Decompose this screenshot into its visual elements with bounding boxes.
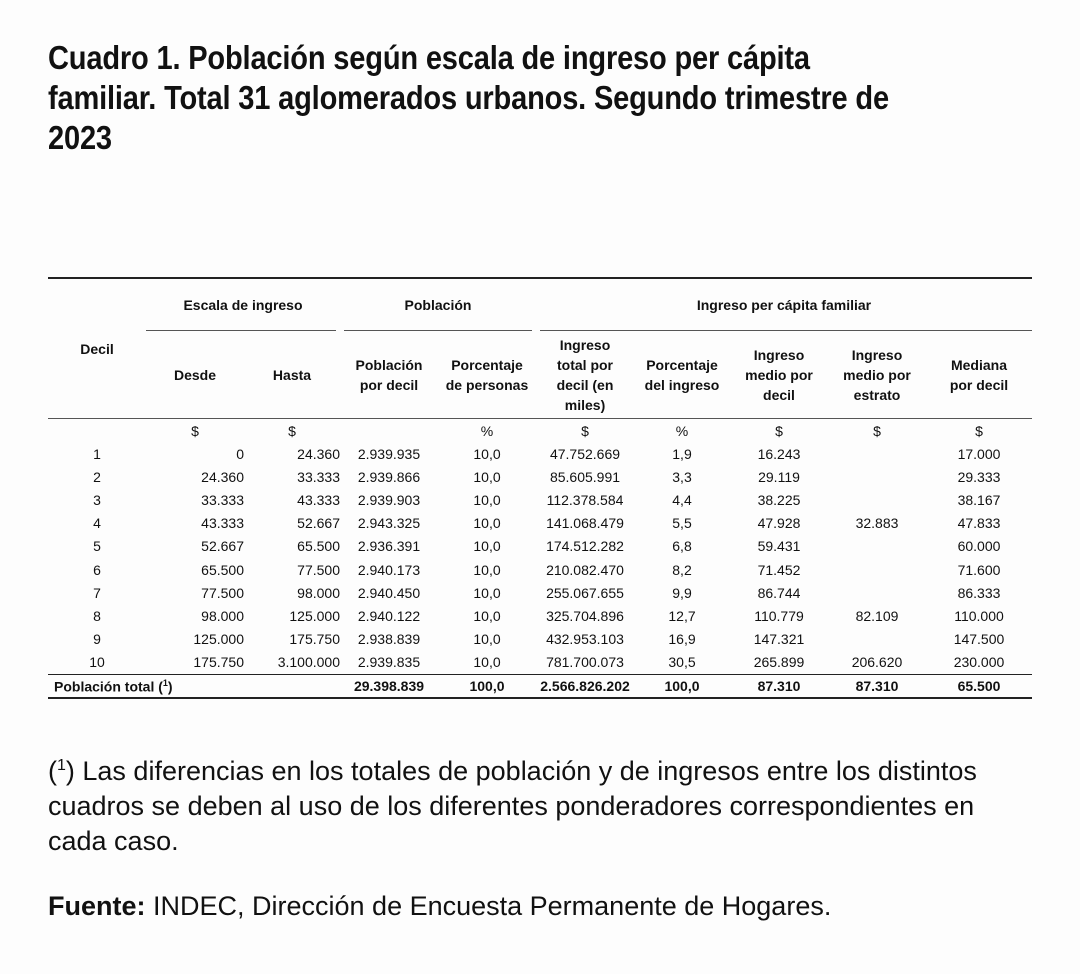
cell-mediana: 230.000 bbox=[953, 654, 1005, 671]
cell-ingreso-medio-decil: 47.928 bbox=[757, 515, 801, 532]
cell-hasta: 24.360 bbox=[297, 445, 340, 462]
cell-mediana: 147.500 bbox=[953, 631, 1005, 648]
table-row bbox=[48, 581, 1032, 604]
cell-poblacion-decil: 2.936.391 bbox=[357, 538, 421, 555]
source-text: INDEC, Dirección de Encuesta Permanente de Hogares. bbox=[145, 891, 832, 921]
cell-ingreso-medio-decil: 86.744 bbox=[757, 584, 801, 601]
cell-hasta: 3.100.000 bbox=[277, 654, 340, 671]
header-ingreso-medio-decil: Ingreso medio por decil bbox=[730, 331, 828, 419]
cell-ingreso-total: 325.704.896 bbox=[546, 607, 624, 624]
cell-ingreso-medio-decil: 38.225 bbox=[757, 491, 801, 508]
cell-desde: 52.667 bbox=[201, 538, 244, 555]
total-footnote-mark: 1 bbox=[162, 677, 168, 688]
cell-desde: 24.360 bbox=[201, 468, 244, 485]
cell-ingreso-total: 174.512.282 bbox=[546, 538, 624, 555]
cell-ingreso-medio-estrato: 206.620 bbox=[851, 654, 903, 671]
total-ingreso: 2.566.826.202 bbox=[536, 674, 634, 698]
cell-mediana: 38.167 bbox=[957, 491, 1001, 508]
unit-cell: $ bbox=[873, 422, 881, 439]
cell-ingreso-medio-decil: 59.431 bbox=[757, 538, 801, 555]
cell-ingreso-medio-estrato bbox=[828, 488, 926, 511]
unit-cell: $ bbox=[975, 422, 983, 439]
cell-decil: 8 bbox=[93, 607, 101, 624]
income-table bbox=[48, 277, 1032, 699]
cell-ingreso-total: 141.068.479 bbox=[546, 515, 624, 532]
cell-mediana: 86.333 bbox=[957, 584, 1001, 601]
cell-ingreso-medio-estrato: 82.109 bbox=[855, 607, 899, 624]
header-ingreso-medio-estrato: Ingreso medio por estrato bbox=[828, 331, 926, 419]
cell-decil: 3 bbox=[93, 491, 101, 508]
header-porcentaje-ingreso: Porcentaje del ingreso bbox=[634, 331, 730, 419]
cell-ingreso-medio-estrato bbox=[828, 558, 926, 581]
cell-porcentaje-personas: 10,0 bbox=[473, 468, 501, 485]
cell-porcentaje-ingreso: 6,8 bbox=[672, 538, 692, 555]
cell-ingreso-medio-estrato bbox=[828, 581, 926, 604]
total-porcentaje-ingreso: 100,0 bbox=[634, 674, 730, 698]
cell-desde: 0 bbox=[236, 445, 244, 462]
cell-decil: 10 bbox=[89, 654, 105, 671]
cell-porcentaje-ingreso: 9,9 bbox=[672, 584, 692, 601]
unit-row bbox=[48, 419, 1032, 443]
cell-porcentaje-personas: 10,0 bbox=[473, 631, 501, 648]
table-row bbox=[48, 535, 1032, 558]
cell-mediana: 71.600 bbox=[957, 561, 1001, 578]
cell-porcentaje-personas: 10,0 bbox=[473, 491, 501, 508]
cell-hasta: 98.000 bbox=[297, 584, 340, 601]
table-row bbox=[48, 488, 1032, 511]
header-poblacion-decil: Población por decil bbox=[340, 331, 438, 419]
footnote-mark: 1 bbox=[57, 757, 66, 774]
cell-poblacion-decil: 2.940.173 bbox=[357, 561, 421, 578]
cell-porcentaje-personas: 10,0 bbox=[473, 584, 501, 601]
cell-desde: 77.500 bbox=[201, 584, 244, 601]
cell-poblacion-decil: 2.940.450 bbox=[357, 584, 421, 601]
cell-poblacion-decil: 2.938.839 bbox=[357, 631, 421, 648]
cell-desde: 33.333 bbox=[201, 491, 244, 508]
source-line bbox=[48, 889, 831, 924]
table-row bbox=[48, 465, 1032, 488]
cell-desde: 175.750 bbox=[193, 654, 244, 671]
header-group-poblacion: Población bbox=[340, 278, 536, 331]
cell-porcentaje-ingreso: 30,5 bbox=[668, 654, 696, 671]
header-mediana: Mediana por decil bbox=[926, 331, 1032, 419]
unit-cell-decil bbox=[48, 419, 146, 443]
total-poblacion: 29.398.839 bbox=[340, 674, 438, 698]
table-row bbox=[48, 604, 1032, 627]
cell-porcentaje-personas: 10,0 bbox=[473, 515, 501, 532]
header-decil: Decil bbox=[48, 278, 146, 419]
cell-mediana: 29.333 bbox=[957, 468, 1001, 485]
table-row bbox=[48, 558, 1032, 581]
cell-porcentaje-ingreso: 12,7 bbox=[668, 607, 696, 624]
cell-hasta: 33.333 bbox=[297, 468, 340, 485]
header-porcentaje-personas: Porcentaje de personas bbox=[438, 331, 536, 419]
cell-porcentaje-personas: 10,0 bbox=[473, 654, 501, 671]
total-row bbox=[48, 674, 1032, 698]
cell-porcentaje-ingreso: 4,4 bbox=[672, 491, 692, 508]
table-header bbox=[48, 278, 1032, 419]
cell-decil: 2 bbox=[93, 468, 101, 485]
cell-ingreso-medio-decil: 29.119 bbox=[758, 468, 800, 485]
document-title: Cuadro 1. Población según escala de ingreso per cápita familiar. Total 31 aglomerados urbanos. Segundo trimestre de 2023 bbox=[48, 39, 889, 156]
unit-cell: $ bbox=[288, 422, 296, 439]
cell-hasta: 43.333 bbox=[297, 491, 340, 508]
cell-porcentaje-personas: 10,0 bbox=[473, 538, 501, 555]
cell-decil: 4 bbox=[93, 515, 101, 532]
cell-decil: 7 bbox=[93, 584, 101, 601]
cell-hasta: 77.500 bbox=[297, 561, 340, 578]
header-group-ingreso: Ingreso per cápita familiar bbox=[536, 278, 1032, 331]
cell-decil: 1 bbox=[93, 445, 101, 462]
cell-ingreso-medio-decil: 147.321 bbox=[753, 631, 805, 648]
cell-hasta: 52.667 bbox=[297, 515, 340, 532]
cell-hasta: 65.500 bbox=[297, 538, 340, 555]
total-ingreso-medio-decil: 87.310 bbox=[730, 674, 828, 698]
table-body bbox=[48, 419, 1032, 675]
unit-cell bbox=[340, 419, 438, 443]
cell-mediana: 60.000 bbox=[957, 538, 1001, 555]
cell-hasta: 175.750 bbox=[289, 631, 340, 648]
cell-desde: 43.333 bbox=[201, 515, 244, 532]
cell-porcentaje-personas: 10,0 bbox=[473, 445, 501, 462]
total-label: Población total ($^1$) bbox=[48, 674, 340, 698]
total-porcentaje-personas: 100,0 bbox=[438, 674, 536, 698]
cell-porcentaje-personas: 10,0 bbox=[473, 607, 501, 624]
cell-desde: 65.500 bbox=[201, 561, 244, 578]
cell-hasta: 125.000 bbox=[289, 607, 340, 624]
unit-cell: $ bbox=[191, 422, 199, 439]
cell-ingreso-total: 255.067.655 bbox=[546, 584, 624, 601]
total-ingreso-medio-estrato: 87.310 bbox=[828, 674, 926, 698]
source-label: Fuente: bbox=[48, 891, 146, 921]
cell-ingreso-total: 85.605.991 bbox=[549, 468, 621, 485]
header-group-escala: Escala de ingreso bbox=[146, 278, 340, 331]
cell-desde: 98.000 bbox=[201, 607, 244, 624]
header-hasta: Hasta bbox=[244, 331, 340, 419]
unit-cell: % bbox=[480, 422, 494, 439]
cell-poblacion-decil: 2.939.903 bbox=[357, 491, 421, 508]
cell-porcentaje-ingreso: 16,9 bbox=[668, 631, 696, 648]
cell-poblacion-decil: 2.939.835 bbox=[357, 654, 421, 671]
cell-porcentaje-ingreso: 1,9 bbox=[672, 445, 692, 462]
cell-mediana: 47.833 bbox=[957, 515, 1001, 532]
unit-cell: % bbox=[675, 422, 689, 439]
cell-ingreso-medio-estrato: 32.883 bbox=[855, 515, 899, 532]
cell-mediana: 110.000 bbox=[954, 607, 1004, 624]
cell-poblacion-decil: 2.943.325 bbox=[357, 515, 421, 532]
cell-ingreso-medio-estrato bbox=[828, 442, 926, 465]
cell-decil: 9 bbox=[93, 631, 101, 648]
cell-ingreso-medio-decil: 71.452 bbox=[757, 561, 801, 578]
cell-ingreso-medio-estrato bbox=[828, 465, 926, 488]
cell-porcentaje-ingreso: 8,2 bbox=[672, 561, 692, 578]
cell-porcentaje-ingreso: 3,3 bbox=[672, 468, 692, 485]
total-mediana: 65.500 bbox=[926, 674, 1032, 698]
cell-ingreso-medio-estrato bbox=[828, 535, 926, 558]
footnote-text: ) Las diferencias en los totales de población y de ingresos entre los distintos cuadros se deben al uso de los diferentes ponderadores correspondientes en cada caso. bbox=[48, 756, 977, 856]
unit-cell: $ bbox=[581, 422, 589, 439]
cell-poblacion-decil: 2.939.866 bbox=[357, 468, 421, 485]
cell-porcentaje-personas: 10,0 bbox=[473, 561, 501, 578]
cell-poblacion-decil: 2.940.122 bbox=[357, 607, 421, 624]
cell-porcentaje-ingreso: 5,5 bbox=[672, 515, 692, 532]
table-row bbox=[48, 442, 1032, 465]
header-group-row bbox=[48, 278, 1032, 331]
cell-mediana: 17.000 bbox=[957, 445, 1001, 462]
cell-ingreso-total: 781.700.073 bbox=[546, 654, 624, 671]
cell-ingreso-total: 210.082.470 bbox=[546, 561, 624, 578]
header-column-row bbox=[48, 331, 1032, 419]
cell-decil: 6 bbox=[93, 561, 101, 578]
table-row bbox=[48, 512, 1032, 535]
cell-ingreso-medio-decil: 110.779 bbox=[754, 607, 804, 624]
table-row bbox=[48, 628, 1032, 651]
header-ingreso-total: Ingreso total por decil (en miles) bbox=[536, 331, 634, 419]
cell-ingreso-total: 112.378.584 bbox=[546, 491, 624, 508]
footnote: ($^1$) Las diferencias en los totales de población y de ingresos entre los distintos cuadros se deben al uso de los diferentes ponderadores correspondientes en cada caso. bbox=[48, 756, 977, 856]
cell-desde: 125.000 bbox=[193, 631, 244, 648]
cell-ingreso-medio-estrato bbox=[828, 628, 926, 651]
cell-ingreso-total: 432.953.103 bbox=[546, 631, 624, 648]
cell-ingreso-total: 47.752.669 bbox=[549, 445, 621, 462]
cell-poblacion-decil: 2.939.935 bbox=[357, 445, 421, 462]
cell-ingreso-medio-decil: 265.899 bbox=[753, 654, 805, 671]
income-table-container bbox=[48, 277, 1032, 699]
unit-cell: $ bbox=[775, 422, 783, 439]
table-row bbox=[48, 651, 1032, 675]
cell-ingreso-medio-decil: 16.243 bbox=[757, 445, 801, 462]
header-desde: Desde bbox=[146, 331, 244, 419]
cell-decil: 5 bbox=[93, 538, 101, 555]
